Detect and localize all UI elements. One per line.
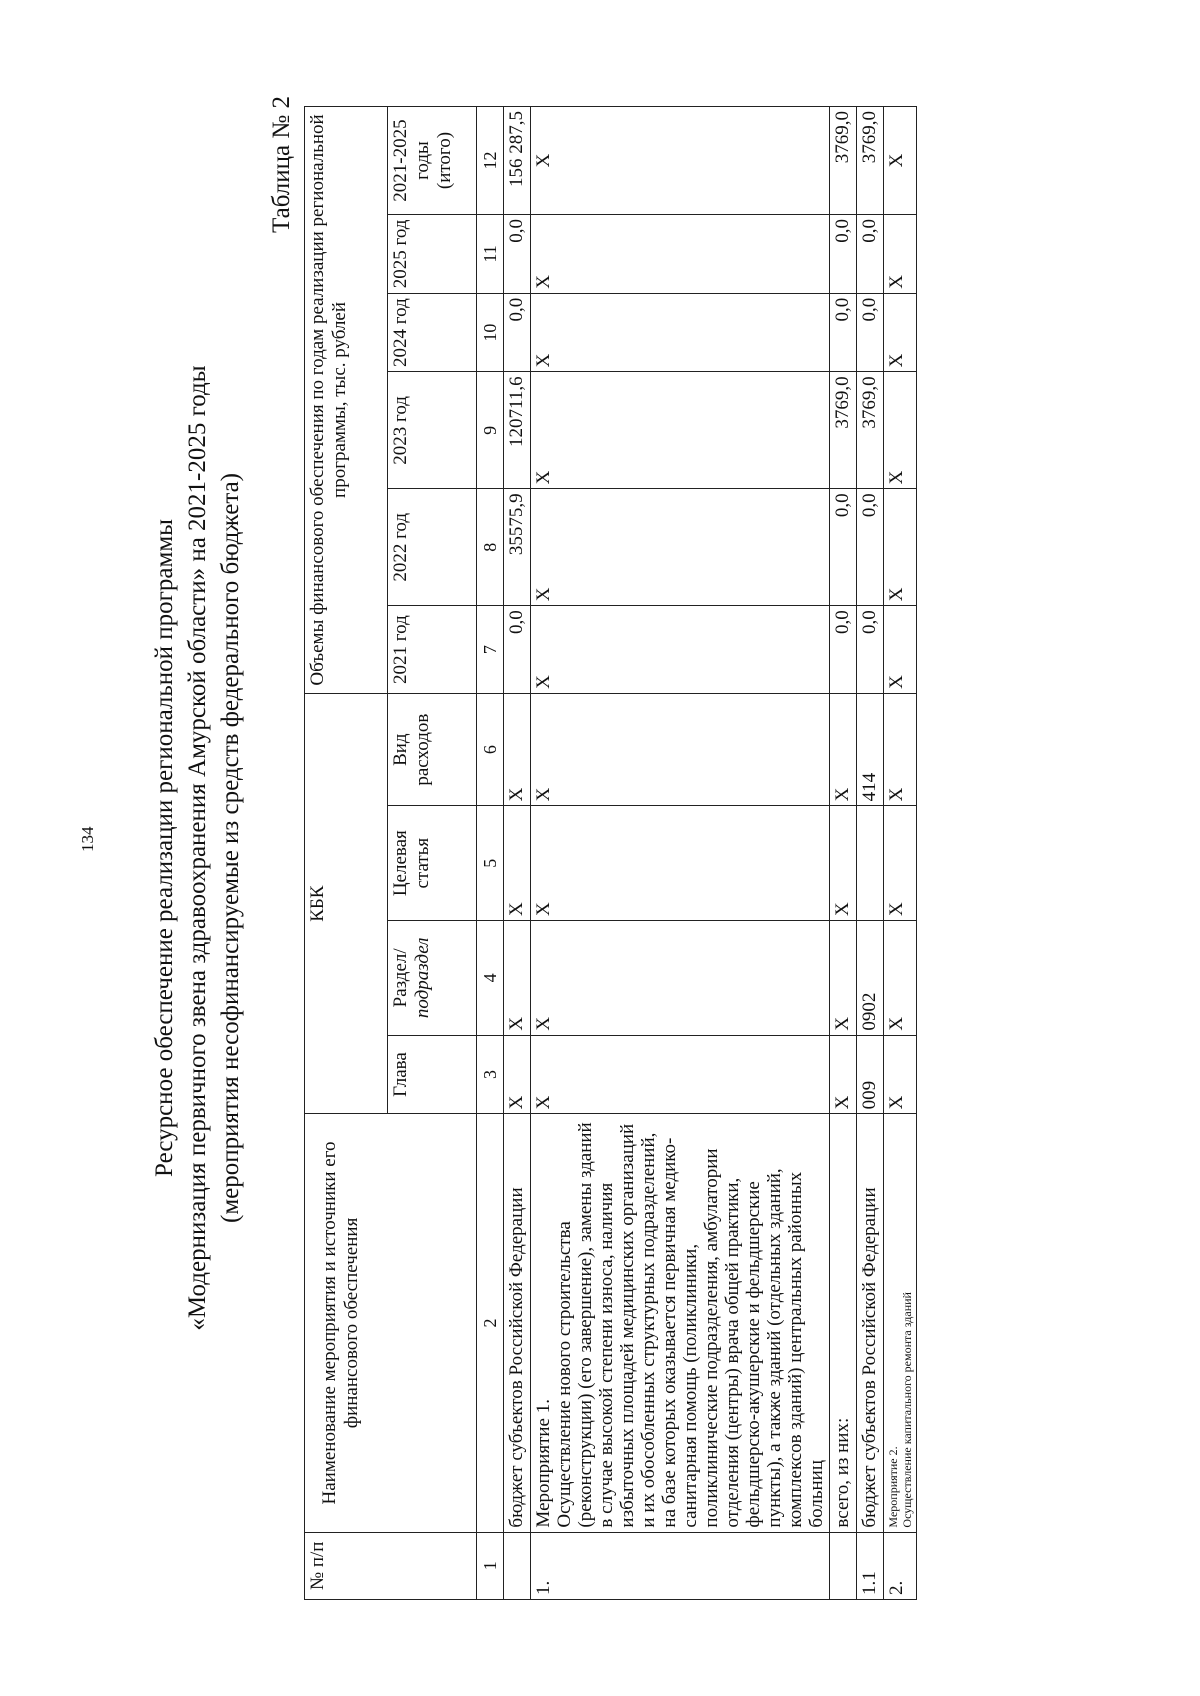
- col-number: 2: [477, 1114, 504, 1532]
- col-number: 12: [477, 107, 504, 215]
- row-glava: X: [531, 1035, 830, 1114]
- row-y2021: 0,0: [504, 606, 531, 694]
- row-num: 1.1: [857, 1532, 884, 1599]
- header-glava: Глава: [388, 1035, 477, 1114]
- row-y2022: 35575,9: [504, 489, 531, 606]
- row-y2023: 3769,0: [857, 372, 884, 489]
- row-y2023: X: [531, 372, 830, 489]
- table-row: [884, 107, 917, 1600]
- row-y2021: 0,0: [857, 606, 884, 694]
- row-razdel: 0902: [857, 921, 884, 1036]
- title-line-3: (мероприятия несофинансируемые из средств федерального бюджета): [217, 473, 244, 1223]
- row-name: бюджет субъектов Российской Федерации: [504, 1114, 531, 1532]
- row-y2021: 0,0: [830, 606, 857, 694]
- row-glava: X: [884, 1035, 917, 1114]
- header-num: № п/п: [305, 1532, 477, 1599]
- header-name: Наименование мероприятия и источники его финансового обеспечения: [305, 1114, 477, 1532]
- row-vid: X: [830, 693, 857, 805]
- header-razdel-text: Раздел/: [390, 948, 411, 1008]
- header-vid: Вид расходов: [388, 693, 477, 805]
- row-celevaya: X: [504, 806, 531, 921]
- row-vid: X: [504, 693, 531, 805]
- row-name: бюджет субъектов Российской Федерации: [857, 1114, 884, 1532]
- row-glava: 009: [857, 1035, 884, 1114]
- header-volumes: Объемы финансового обеспечения по годам реализации региональной программы, тыс. рублей: [305, 107, 388, 694]
- row-total: 3769,0: [830, 107, 857, 215]
- row-celevaya: X: [830, 806, 857, 921]
- row-y2022: 0,0: [857, 489, 884, 606]
- measure-description: Осуществление капитального ремонта зданий: [900, 1292, 914, 1528]
- title-line-2: «Модернизация первичного звена здравоохранения Амурской области» на 2021-2025 годы: [184, 365, 211, 1331]
- row-total: X: [531, 107, 830, 215]
- row-y2024: X: [531, 293, 830, 372]
- col-number: 7: [477, 606, 504, 694]
- header-podrazdel-text: подраздел: [412, 937, 433, 1019]
- row-y2023: 120711,6: [504, 372, 531, 489]
- header-y2024: 2024 год: [388, 293, 477, 372]
- row-y2024: X: [884, 293, 917, 372]
- row-y2021: X: [531, 606, 830, 694]
- header-row-1: [305, 107, 388, 1600]
- row-y2024: 0,0: [830, 293, 857, 372]
- row-glava: X: [504, 1035, 531, 1114]
- col-number: 4: [477, 921, 504, 1036]
- col-number: 6: [477, 693, 504, 805]
- header-total: 2021-2025 годы (итого): [388, 107, 477, 215]
- col-number: 8: [477, 489, 504, 606]
- row-y2025: 0,0: [830, 215, 857, 294]
- row-num: 2.: [884, 1532, 917, 1599]
- row-vid: X: [531, 693, 830, 805]
- row-razdel: X: [830, 921, 857, 1036]
- measure-description: Осуществление нового строительства (реконструкции) (его завершение), замены зданий в случае высокой степени износа, наличия избыточных площадей медицинских организаций и их обособленных структурных подразделений, на базе которых оказывается первичная медико-санитарная помощь (поликлиники, поликлинические подразделения, амбулатории отделения (центры) врача общей практики, фельдшерско-акушерские и фельдшерские пункты), а также зданий (отдельных зданий, комплексов зданий) центральных районных больниц: [554, 1122, 827, 1528]
- row-y2022: X: [531, 489, 830, 606]
- table-row: [531, 107, 830, 1600]
- document-title: [148, 200, 247, 1496]
- row-y2023: X: [884, 372, 917, 489]
- row-name: [884, 1114, 917, 1532]
- row-total: X: [884, 107, 917, 215]
- row-celevaya: [857, 806, 884, 921]
- header-kbk: КБК: [305, 693, 388, 1113]
- row-vid: 414: [857, 693, 884, 805]
- col-number: 1: [477, 1532, 504, 1599]
- column-numbers-row: [477, 107, 504, 1600]
- col-number: 10: [477, 293, 504, 372]
- row-razdel: X: [531, 921, 830, 1036]
- row-num: 1.: [531, 1532, 830, 1599]
- row-num: [830, 1532, 857, 1599]
- row-razdel: X: [504, 921, 531, 1036]
- row-y2022: 0,0: [830, 489, 857, 606]
- header-y2025: 2025 год: [388, 215, 477, 294]
- row-name: всего, из них:: [830, 1114, 857, 1532]
- measure-title: Мероприятие 2.: [886, 1446, 900, 1528]
- col-number: 3: [477, 1035, 504, 1114]
- row-total: 3769,0: [857, 107, 884, 215]
- page-number: 134: [78, 826, 97, 852]
- col-number: 11: [477, 215, 504, 294]
- table-number: Таблица № 2: [268, 96, 295, 234]
- row-y2024: 0,0: [504, 293, 531, 372]
- col-number: 5: [477, 806, 504, 921]
- table-row: [830, 107, 857, 1600]
- row-name: [531, 1114, 830, 1532]
- header-y2023: 2023 год: [388, 372, 477, 489]
- row-y2025: 0,0: [504, 215, 531, 294]
- header-razdel: [388, 921, 477, 1036]
- col-number: 9: [477, 372, 504, 489]
- header-y2021: 2021 год: [388, 606, 477, 694]
- row-razdel: X: [884, 921, 917, 1036]
- header-celevaya: Целевая статья: [388, 806, 477, 921]
- row-vid: X: [884, 693, 917, 805]
- title-line-1: Ресурсное обеспечение реализации региональной программы: [151, 519, 178, 1177]
- row-celevaya: X: [531, 806, 830, 921]
- row-num: [504, 1532, 531, 1599]
- row-y2025: X: [884, 215, 917, 294]
- row-y2021: X: [884, 606, 917, 694]
- header-y2022: 2022 год: [388, 489, 477, 606]
- row-celevaya: X: [884, 806, 917, 921]
- budget-table: [304, 106, 917, 1600]
- row-y2025: 0,0: [857, 215, 884, 294]
- row-y2025: X: [531, 215, 830, 294]
- measure-title: Мероприятие 1.: [533, 1399, 554, 1528]
- table-row: [504, 107, 531, 1600]
- row-y2022: X: [884, 489, 917, 606]
- row-total: 156 287,5: [504, 107, 531, 215]
- row-glava: X: [830, 1035, 857, 1114]
- row-y2024: 0,0: [857, 293, 884, 372]
- table-row: [857, 107, 884, 1600]
- row-y2023: 3769,0: [830, 372, 857, 489]
